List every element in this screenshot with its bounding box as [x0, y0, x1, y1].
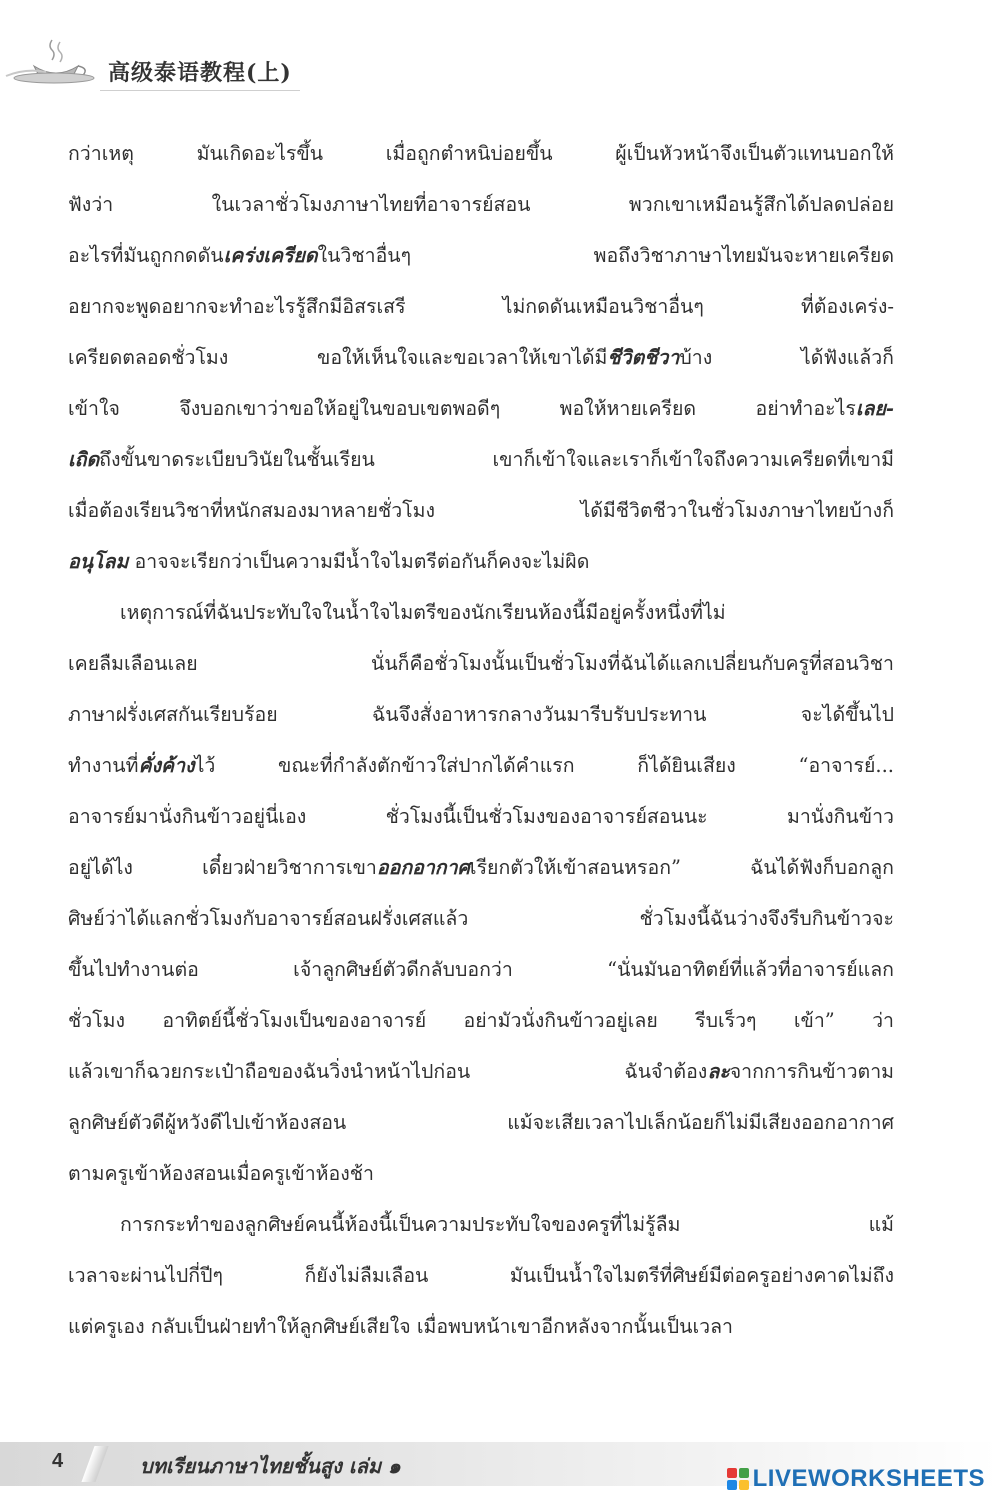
- text-segment: ถึงขั้นขาดระเบียบวินัยในชั้นเรียน เขาก็เข้าใจและเราก็เข้าใจถึงความเครียดที่เขามี: [99, 448, 894, 471]
- text-line: [68, 332, 894, 383]
- emphasis: [707, 1060, 729, 1083]
- liveworksheets-watermark: [727, 1462, 985, 1496]
- text-segment: ขึ้นไปทำงานต่อ เจ้าลูกศิษย์ตัวดีกลับบอกว่า “นั่นมันอาทิตย์ที่แล้วที่อาจารย์แลก: [68, 958, 894, 981]
- text-line: [68, 179, 894, 230]
- text-segment: อยากจะพูดอยากจะทำอะไรรู้สึกมีอิสรเสรี ไม่กดดันเหมือนวิชาอื่นๆ ที่ต้องเคร่ง-: [68, 295, 894, 318]
- text-line: [68, 281, 894, 332]
- teacup-logo-icon: [4, 36, 96, 86]
- text-segment: เวลาจะผ่านไปกี่ปีๆ ก็ยังไม่ลืมเลือน มันเป็นน้ำใจไมตรีที่ศิษย์มีต่อครูอย่างคาดไม่ถึง: [68, 1264, 894, 1287]
- logo-block: [727, 1468, 737, 1478]
- header-divider: [100, 90, 300, 91]
- text-segment: จากการกินข้าวตาม: [729, 1060, 894, 1083]
- emphasis: [224, 244, 318, 267]
- logo-block: [727, 1480, 737, 1490]
- text-line: [68, 485, 894, 536]
- text-line: [68, 1301, 894, 1352]
- text-segment: อาจจะเรียกว่าเป็นความมีน้ำใจไมตรีต่อกันก็คงจะไม่ผิด: [128, 550, 590, 573]
- text-line: [68, 893, 894, 944]
- text-segment: แต่ครูเอง กลับเป็นฝ่ายทำให้ลูกศิษย์เสียใจ เมื่อพบหน้าเขาอีกหลังจากนั้นเป็นเวลา: [68, 1315, 733, 1338]
- text-segment: ฟังว่า ในเวลาชั่วโมงภาษาไทยที่อาจารย์สอน พวกเขาเหมือนรู้สึกได้ปลดปล่อย: [68, 193, 894, 216]
- text-line: [68, 536, 894, 587]
- text-segment: การกระทำของลูกศิษย์คนนี้ห้องนี้เป็นความประทับใจของครูที่ไม่รู้ลืม แม้: [120, 1213, 894, 1236]
- text-segment: เรียกตัวให้เข้าสอนหรอก” ฉันได้ฟังก็บอกลูก: [469, 856, 894, 879]
- footer-divider: [81, 1446, 108, 1482]
- text-line: [68, 944, 894, 995]
- text-line: [68, 842, 894, 893]
- liveworksheets-logo-icon: [727, 1468, 749, 1490]
- text-line: [68, 1250, 894, 1301]
- text-line: [68, 230, 894, 281]
- watermark-text: LIVEWORKSHEETS: [752, 1465, 985, 1492]
- emphasized-word: เลย-: [855, 397, 894, 420]
- text-segment: ไว้ ขณะที่กำลังตักข้าวใส่ปากได้คำแรก ก็ได้ยินเสียง “อาจารย์...: [194, 754, 894, 777]
- footer-book-title: บทเรียนภาษาไทยชั้นสูง เล่ม ๑: [140, 1454, 401, 1478]
- text-line: [68, 791, 894, 842]
- text-segment: เครียดตลอดชั่วโมง ขอให้เห็นใจและขอเวลาให้เขาได้มี: [68, 346, 608, 369]
- text-line: [68, 740, 894, 791]
- emphasized-word: ชีวิตชีวา: [607, 346, 680, 369]
- emphasis: [377, 856, 470, 879]
- logo-block: [739, 1480, 749, 1490]
- text-segment: ในวิชาอื่นๆ พอถึงวิชาภาษาไทยมันจะหายเครียด: [317, 244, 894, 267]
- text-line: [68, 1148, 894, 1199]
- text-segment: ชั่วโมง อาทิตย์นี้ชั่วโมงเป็นของอาจารย์ อย่ามัวนั่งกินข้าวอยู่เลย รีบเร็วๆ เข้า” ว่า: [68, 1009, 894, 1032]
- emphasis: [138, 754, 194, 777]
- text-segment: เหตุการณ์ที่ฉันประทับใจในน้ำใจไมตรีของนักเรียนห้องนี้มีอยู่ครั้งหนึ่งที่ไม่: [120, 601, 726, 624]
- text-segment: อะไรที่มันถูกกดดัน: [68, 244, 224, 267]
- page-number: 4: [52, 1450, 64, 1472]
- document-body: [68, 128, 894, 1352]
- text-line: [68, 587, 894, 638]
- text-segment: เข้าใจ จึงบอกเขาว่าขอให้อยู่ในขอบเขตพอดีๆ พอให้หายเครียด อย่าทำอะไร: [68, 397, 856, 420]
- emphasized-word: คั่งค้าง: [138, 754, 195, 777]
- text-segment: ลูกศิษย์ตัวดีผู้หวังดีไปเข้าห้องสอน แม้จะเสียเวลาไปเล็กน้อยก็ไม่มีเสียงออกอากาศ: [68, 1111, 894, 1134]
- emphasized-word: ละ: [707, 1060, 730, 1083]
- text-segment: ทำงานที่: [68, 754, 139, 777]
- text-line: [68, 1199, 894, 1250]
- text-line: [68, 1046, 894, 1097]
- book-header-title: 高级泰语教程(上): [108, 60, 292, 86]
- text-segment: อยู่ได้ไง เดี๋ยวฝ่ายวิชาการเขา: [68, 856, 377, 879]
- emphasized-word: เคร่งเครียด: [223, 244, 318, 267]
- text-segment: บ้าง ได้ฟังแล้วก็: [679, 346, 894, 369]
- text-segment: เคยลืมเลือนเลย นั่นก็คือชั่วโมงนั้นเป็นชั่วโมงที่ฉันได้แลกเปลี่ยนกับครูที่สอนวิชา: [68, 652, 894, 675]
- emphasized-word: เถิด: [68, 448, 100, 471]
- text-segment: เมื่อต้องเรียนวิชาที่หนักสมองมาหลายชั่วโมง ได้มีชีวิตชีวาในชั่วโมงภาษาไทยบ้างก็: [68, 499, 894, 522]
- text-segment: ศิษย์ว่าได้แลกชั่วโมงกับอาจารย์สอนฝรั่งเศสแล้ว ชั่วโมงนี้ฉันว่างจึงรีบกินข้าวจะ: [68, 907, 894, 930]
- emphasis: [856, 397, 894, 420]
- text-line: [68, 434, 894, 485]
- emphasis: [68, 550, 128, 573]
- text-line: [68, 1097, 894, 1148]
- text-segment: ตามครูเข้าห้องสอนเมื่อครูเข้าห้องช้า: [68, 1162, 374, 1185]
- text-segment: อาจารย์มานั่งกินข้าวอยู่นี่เอง ชั่วโมงนี้เป็นชั่วโมงของอาจารย์สอนนะ มานั่งกินข้าว: [68, 805, 894, 828]
- text-segment: กว่าเหตุ มันเกิดอะไรขึ้น เมื่อถูกตำหนิบ่อยขึ้น ผู้เป็นหัวหน้าจึงเป็นตัวแทนบอกให้: [68, 142, 894, 165]
- text-line: [68, 995, 894, 1046]
- emphasized-word: ออกอากาศ: [376, 856, 470, 879]
- text-line: [68, 638, 894, 689]
- emphasis: [68, 448, 99, 471]
- text-segment: แล้วเขาก็ฉวยกระเป๋าถือของฉันวิ่งนำหน้าไปก่อน ฉันจำต้อง: [68, 1060, 708, 1083]
- text-line: [68, 689, 894, 740]
- page-header: [0, 30, 999, 100]
- text-line: [68, 383, 894, 434]
- emphasis: [607, 346, 679, 369]
- emphasized-word: อนุโลม: [68, 550, 129, 573]
- text-line: [68, 128, 894, 179]
- logo-block: [739, 1468, 749, 1478]
- text-segment: ภาษาฝรั่งเศสกันเรียบร้อย ฉันจึงสั่งอาหารกลางวันมารีบรับประทาน จะได้ขึ้นไป: [68, 703, 894, 726]
